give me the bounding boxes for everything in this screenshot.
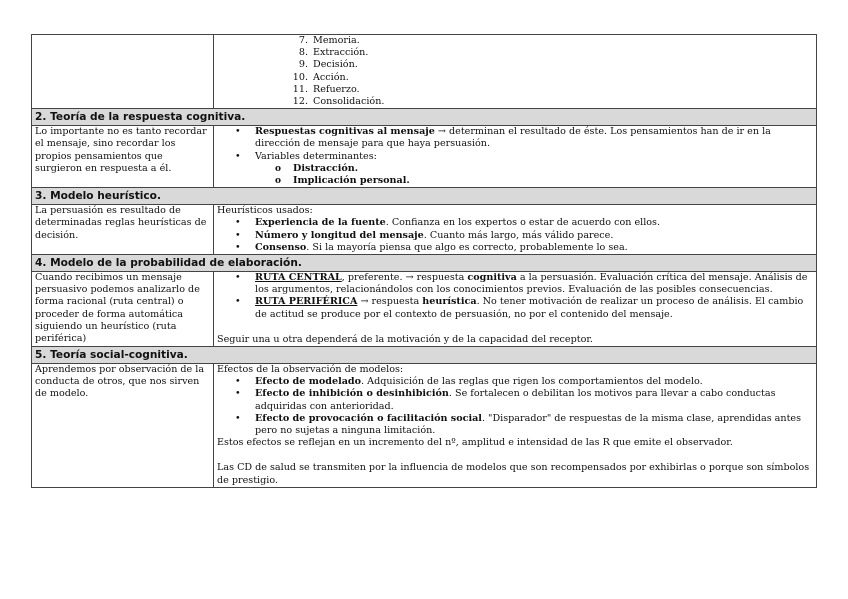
left-cell-empty [32,35,214,109]
numbered-item: 10. Acción. [292,71,349,83]
list-item: • Efecto de inhibición o desinhibición. Se fortalecen o debilitan los motivos para llevar a cabo conductas adquiridas con anterioridad. [255,388,813,412]
left-cell: Aprendemos por observación de la conducta de otros, que nos sirven de modelo. [32,364,214,488]
left-cell: Cuando recibimos un mensaje persuasivo podemos analizarlo de forma racional (ruta central) o proceder de forma automática siguiendo un heurístico (ruta periférica) [32,272,214,347]
numbered-item: 11. Refuerzo. [292,83,360,95]
sub-list [255,163,813,187]
sub-item: o Distracción. [293,163,813,175]
list-item: • Efecto de provocación o facilitación social. "Disparador" de respuestas de la misma clase, aprendidas antes pero no sujetas a ninguna limitación. [255,413,813,437]
section-heading-row [32,188,817,205]
footer-text: Seguir una u otra dependerá de la motivación y de la capacidad del receptor. [217,333,593,345]
section-heading: 5. Teoría social-cognitiva. [32,347,817,364]
list-item: • Experiencia de la fuente. Confianza en los expertos o estar de acuerdo con ellos. [255,217,813,229]
bullet-list [217,272,813,321]
list-item: • Variables determinantes: o Distracción. o Implicación personal. [255,151,813,188]
table-row [32,364,817,488]
bullet-list [217,376,813,437]
paragraph: Estos efectos se reflejan en un incremento del nº, amplitud e intensidad de las R que emite el observador. [217,437,733,449]
table-row [32,205,817,255]
numbered-item: 12. Consolidación. [292,96,385,108]
list-item: • Respuestas cognitivas al mensaje → determinan el resultado de éste. Los pensamientos han de ir en la dirección de mensaje para que haya persuasión. [255,126,813,150]
list-item: • RUTA PERIFÉRICA → respuesta heurística. No tener motivación de realizar un proceso de análisis. El cambio de actitud se produce por el contexto de persuasión, no por el contenido del mensaje. [255,296,813,320]
content-table [31,34,817,488]
table-row [32,126,817,188]
left-cell: Lo importante no es tanto recordar el mensaje, sino recordar los propios pensamientos que surgieron en respuesta a él. [32,126,214,188]
section-heading: 3. Modelo heurístico. [32,188,817,205]
paragraph: Las CD de salud se transmiten por la influencia de modelos que son recompensados por exhibirlas o porque son símbolos de prestigio. [217,462,810,486]
bullet-list [217,126,813,187]
table-row [32,35,817,109]
right-cell [214,205,817,255]
bullet-list [217,217,813,254]
intro-text: Efectos de la observación de modelos: [217,364,404,376]
numbered-item: 8. Extracción. [298,47,369,59]
intro-text: Heurísticos usados: [217,205,313,217]
numbered-item: 9. Decisión. [298,59,358,71]
list-item: • Número y longitud del mensaje. Cuanto más largo, más válido parece. [255,230,813,242]
section-heading-row [32,255,817,272]
right-cell [214,364,817,488]
section-heading-row [32,109,817,126]
right-cell [214,272,817,347]
list-item: • Consenso. Si la mayoría piensa que algo es correcto, probablemente lo sea. [255,242,813,254]
left-cell: La persuasión es resultado de determinadas reglas heurísticas de decisión. [32,205,214,255]
right-cell [214,126,817,188]
numbered-item: 7. Memoria. [298,35,360,46]
table-row [32,272,817,347]
section-heading: 2. Teoría de la respuesta cognitiva. [32,109,817,126]
section-heading-row [32,347,817,364]
list-item: • Efecto de modelado. Adquisición de las reglas que rigen los comportamientos del modelo. [255,376,813,388]
numbered-list [217,35,813,108]
sub-item: o Implicación personal. [293,175,813,187]
section-heading: 4. Modelo de la probabilidad de elaboración. [32,255,817,272]
right-cell [214,35,817,109]
list-item: • RUTA CENTRAL, preferente. → respuesta cognitiva a la persuasión. Evaluación crítica del mensaje. Análisis de los argumentos, relacionándolos con los conocimientos previos. Evaluación de las posibles consecuencias. [255,272,813,296]
